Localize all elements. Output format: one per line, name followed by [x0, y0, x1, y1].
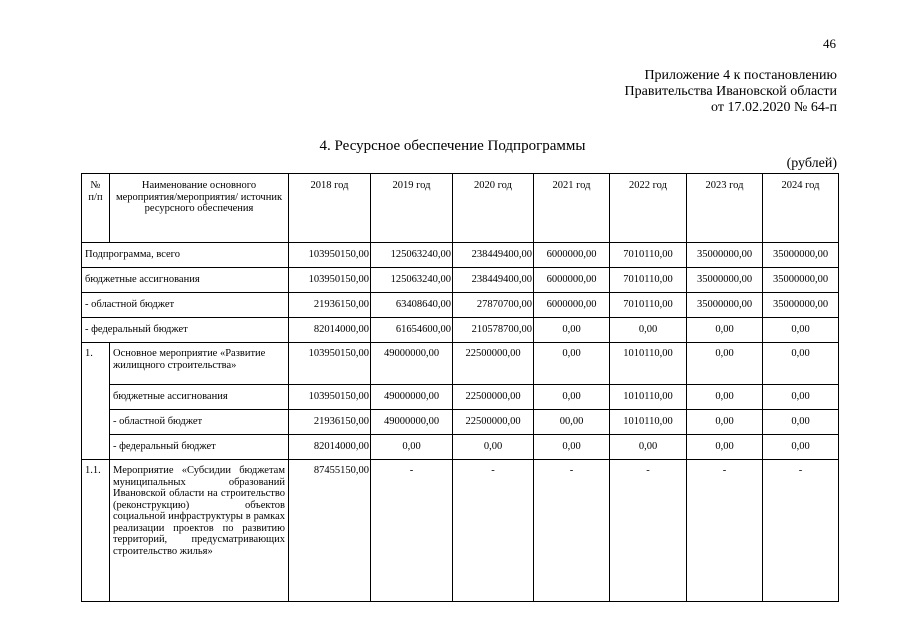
row-value: 22500000,00 — [453, 385, 534, 410]
table-row — [82, 435, 839, 460]
row-name: Подпрограмма, всего — [82, 243, 289, 268]
row-value: 103950150,00 — [289, 268, 371, 293]
row-value: 0,00 — [453, 435, 534, 460]
row-value: 1010110,00 — [610, 343, 687, 385]
row-value: 0,00 — [687, 343, 763, 385]
row-value: 35000000,00 — [763, 268, 839, 293]
row-value: 49000000,00 — [371, 410, 453, 435]
row-value: 0,00 — [371, 435, 453, 460]
row-value: 238449400,00 — [453, 243, 534, 268]
row-value: 7010110,00 — [610, 243, 687, 268]
row-value: 35000000,00 — [763, 243, 839, 268]
row-value: - — [763, 460, 839, 602]
header-year: 2018 год — [289, 174, 371, 243]
header-year: 2022 год — [610, 174, 687, 243]
row-value: 0,00 — [534, 318, 610, 343]
table-row — [82, 243, 839, 268]
row-value: 00,00 — [534, 410, 610, 435]
row-value: 21936150,00 — [289, 293, 371, 318]
header-name: Наименование основного мероприятия/мероприятия/ источник ресурсного обеспечения — [110, 174, 289, 243]
table-row — [82, 385, 839, 410]
row-value: 125063240,00 — [371, 268, 453, 293]
table-row — [82, 460, 839, 602]
table-row — [82, 268, 839, 293]
row-value: 35000000,00 — [763, 293, 839, 318]
row-value: - — [371, 460, 453, 602]
table-row — [82, 343, 839, 385]
row-value: 210578700,00 — [453, 318, 534, 343]
row-value: 82014000,00 — [289, 318, 371, 343]
row-value: - — [453, 460, 534, 602]
row-name: - федеральный бюджет — [82, 318, 289, 343]
row-value: 0,00 — [763, 385, 839, 410]
row-value: 103950150,00 — [289, 243, 371, 268]
row-value: 0,00 — [763, 318, 839, 343]
table-title: 4. Ресурсное обеспечение Подпрограммы — [319, 138, 586, 154]
row-value: 0,00 — [687, 435, 763, 460]
row-value: 0,00 — [687, 385, 763, 410]
header-year: 2019 год — [371, 174, 453, 243]
row-value: 87455150,00 — [289, 460, 371, 602]
row-value: 103950150,00 — [289, 343, 371, 385]
row-value: - — [534, 460, 610, 602]
table-row — [82, 410, 839, 435]
row-value: 22500000,00 — [453, 343, 534, 385]
row-value: 7010110,00 — [610, 268, 687, 293]
row-value: 35000000,00 — [687, 293, 763, 318]
row-value: 49000000,00 — [371, 343, 453, 385]
page-number: 46 — [823, 36, 836, 51]
row-value: 82014000,00 — [289, 435, 371, 460]
appendix-line-2: Правительства Ивановской области — [624, 84, 837, 99]
row-index: 1. — [82, 343, 110, 460]
header-year: 2020 год — [453, 174, 534, 243]
row-value: - — [610, 460, 687, 602]
row-name: - областной бюджет — [82, 293, 289, 318]
row-value: 27870700,00 — [453, 293, 534, 318]
row-value: 1010110,00 — [610, 385, 687, 410]
header-num: № п/п — [82, 174, 110, 243]
header-year: 2024 год — [763, 174, 839, 243]
row-value: 0,00 — [534, 435, 610, 460]
row-value: 0,00 — [610, 435, 687, 460]
table-row — [82, 318, 839, 343]
resource-table — [81, 173, 839, 602]
row-name: Мероприятие «Субсидии бюджетам муниципальных образований Ивановской области на строительство (реконструкцию) объектов социальной инфраструктуры в рамках реализации проектов по развитию территорий, предусматривающих строительство жилья» — [110, 460, 289, 602]
row-name: бюджетные ассигнования — [82, 268, 289, 293]
row-index: 1.1. — [82, 460, 110, 602]
row-value: 49000000,00 — [371, 385, 453, 410]
row-value: 0,00 — [610, 318, 687, 343]
row-name: Основное мероприятие «Развитие жилищного строительства» — [110, 343, 289, 385]
row-value: 0,00 — [534, 385, 610, 410]
row-value: 238449400,00 — [453, 268, 534, 293]
row-value: 1010110,00 — [610, 410, 687, 435]
row-value: 35000000,00 — [687, 268, 763, 293]
appendix-line-3: от 17.02.2020 № 64-п — [711, 100, 837, 115]
row-name: - федеральный бюджет — [110, 435, 289, 460]
row-name: бюджетные ассигнования — [110, 385, 289, 410]
appendix-line-1: Приложение 4 к постановлению — [644, 68, 837, 83]
row-value: 6000000,00 — [534, 243, 610, 268]
row-value: 0,00 — [687, 410, 763, 435]
header-year: 2021 год — [534, 174, 610, 243]
row-value: 21936150,00 — [289, 410, 371, 435]
row-name: - областной бюджет — [110, 410, 289, 435]
row-value: 0,00 — [534, 343, 610, 385]
table-row — [82, 293, 839, 318]
row-value: 6000000,00 — [534, 268, 610, 293]
table-header-row — [82, 174, 839, 243]
units-label: (рублей) — [786, 156, 837, 171]
row-value: 125063240,00 — [371, 243, 453, 268]
row-value: 0,00 — [763, 343, 839, 385]
header-year: 2023 год — [687, 174, 763, 243]
row-value: 35000000,00 — [687, 243, 763, 268]
row-value: - — [687, 460, 763, 602]
row-value: 7010110,00 — [610, 293, 687, 318]
row-value: 61654600,00 — [371, 318, 453, 343]
row-value: 0,00 — [763, 435, 839, 460]
row-value: 103950150,00 — [289, 385, 371, 410]
row-value: 22500000,00 — [453, 410, 534, 435]
row-value: 0,00 — [763, 410, 839, 435]
appendix-block — [625, 68, 837, 116]
row-value: 0,00 — [687, 318, 763, 343]
row-value: 63408640,00 — [371, 293, 453, 318]
row-value: 6000000,00 — [534, 293, 610, 318]
